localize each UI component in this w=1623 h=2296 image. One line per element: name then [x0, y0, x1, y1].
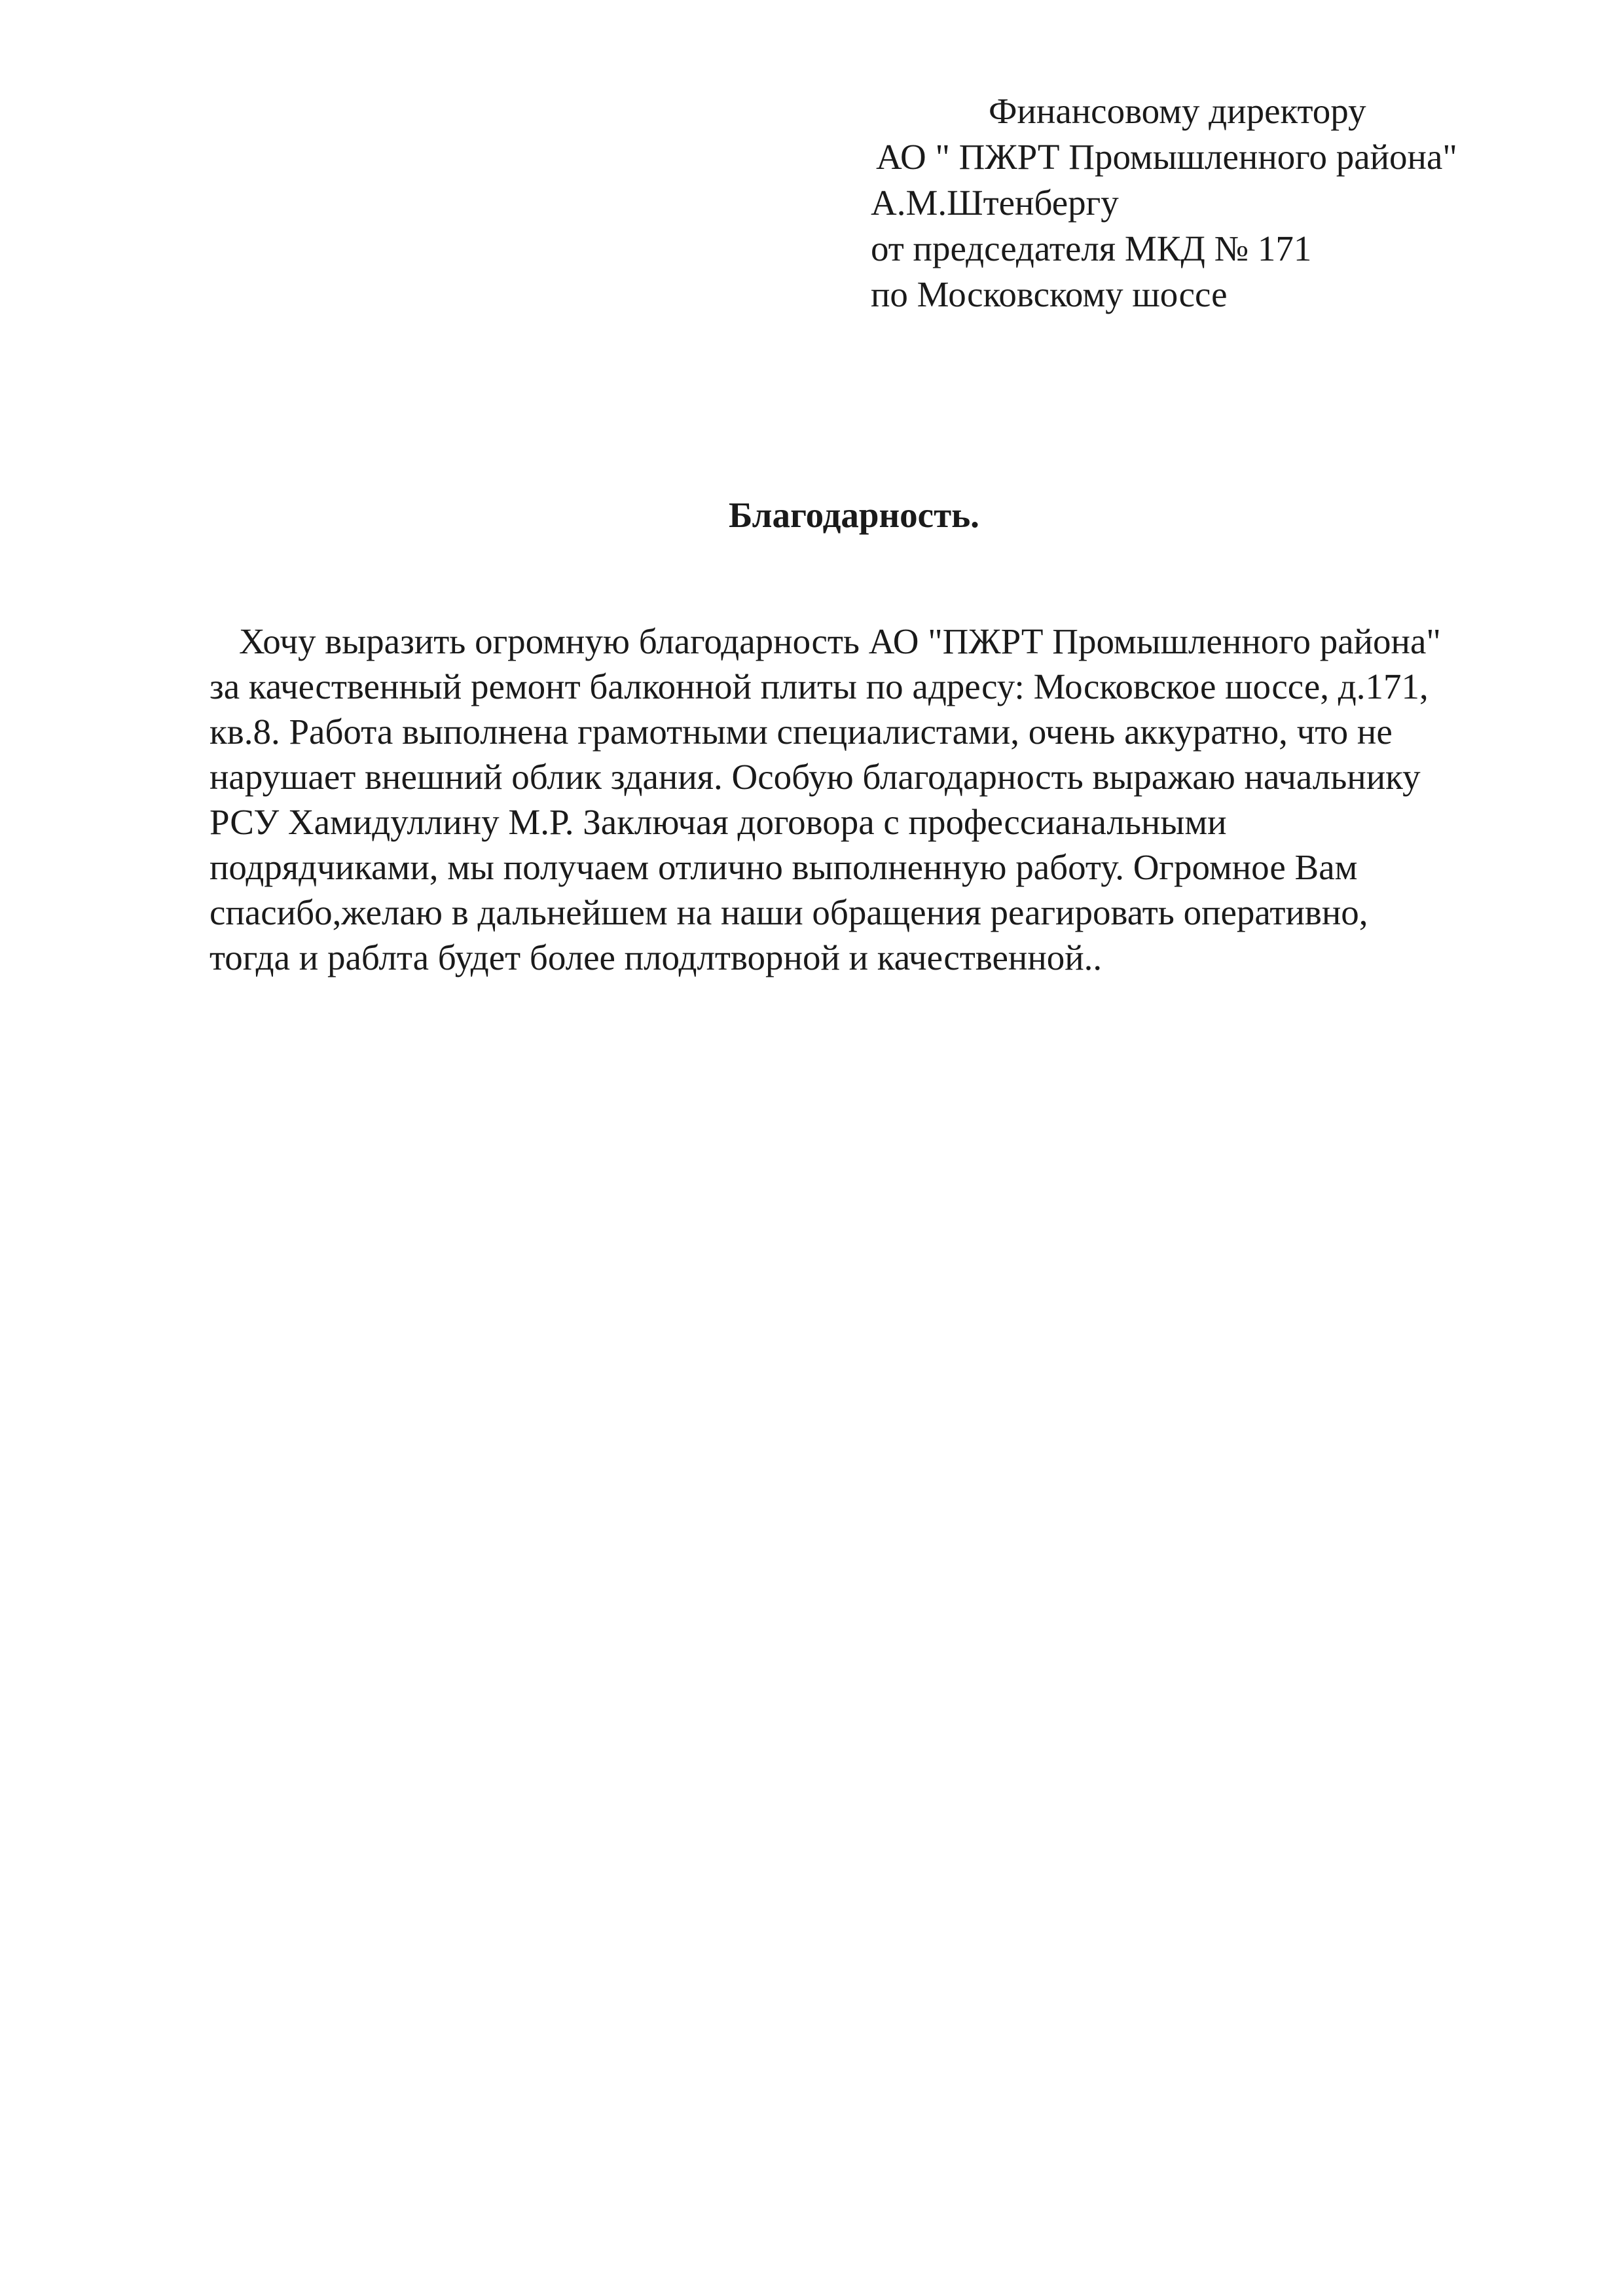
body-line: Хочу выразить огромную благодарность АО "ПЖРТ Промышленного района" [239, 621, 1441, 661]
body-line: за качественный ремонт балконной плиты по адресу: Московское шоссе, д.171, [210, 666, 1429, 706]
body-line: тогда и раблта будет более плодлтворной и качественной.. [210, 938, 1103, 977]
body-line: РСУ Хамидуллину М.Р. Заключая договора с профессианальными [210, 802, 1227, 842]
addressee-organization: АО " ПЖРТ Промышленного района" [876, 137, 1457, 177]
body-line: кв.8. Работа выполнена грамотными специалистами, очень аккуратно, что не [210, 712, 1393, 752]
sender-line: от председателя МКД № 171 [871, 228, 1312, 268]
document-title: Благодарность. [729, 495, 979, 535]
addressee-position: Финансовому директору [989, 91, 1366, 131]
sender-address: по Московскому шоссе [871, 274, 1228, 314]
body-line: спасибо,желаю в дальнейшем на наши обращения реагировать оперативно, [210, 892, 1368, 932]
body-line: нарушает внешний облик здания. Особую благодарность выражаю начальнику [210, 757, 1421, 797]
letter-body [210, 619, 1532, 980]
body-line: подрядчиками, мы получаем отлично выполненную работу. Огромное Вам [210, 847, 1358, 887]
addressee-block [871, 88, 1591, 318]
addressee-name: А.М.Штенбергу [871, 183, 1119, 223]
